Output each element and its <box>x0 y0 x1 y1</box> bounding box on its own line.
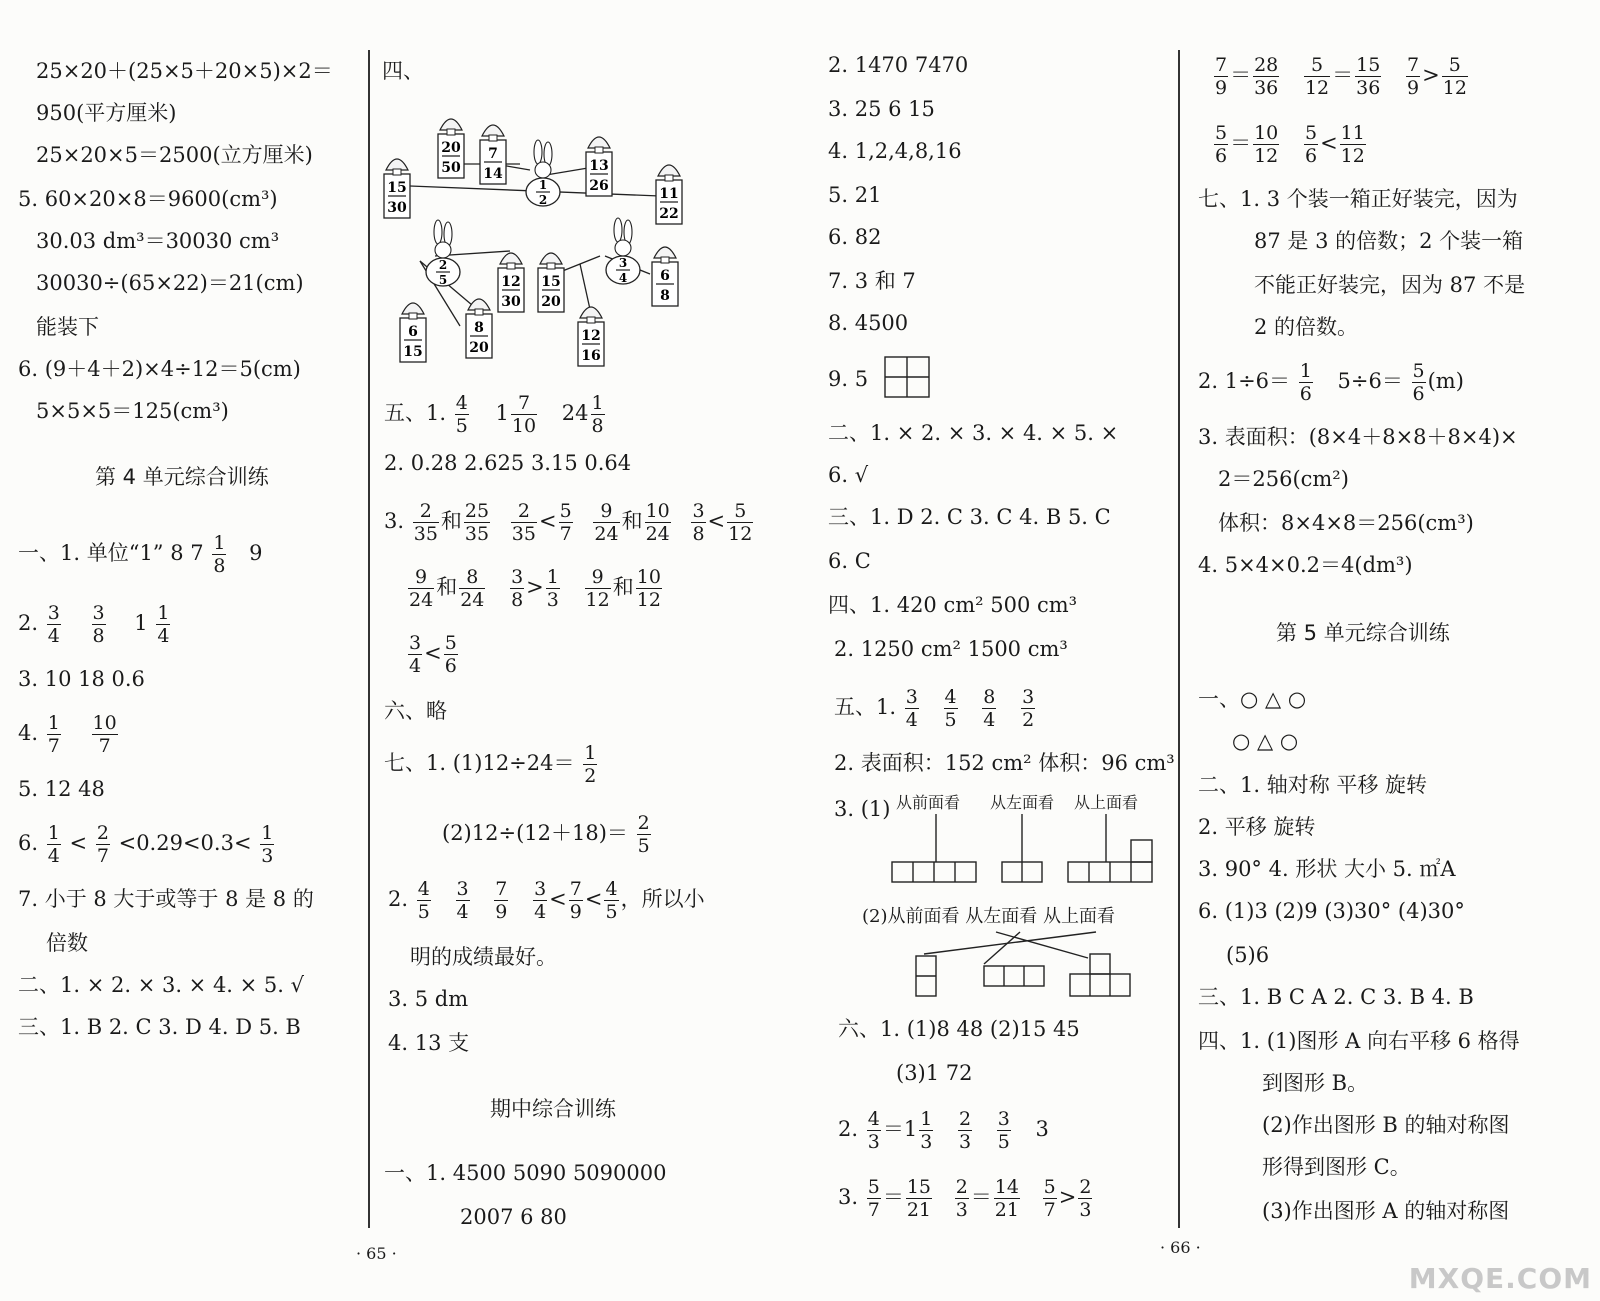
column-divider-right <box>1178 50 1180 1228</box>
text: 9. 5 <box>828 367 869 391</box>
fraction: $\frac{2}{35}$ <box>413 500 438 545</box>
text: 5÷6＝ <box>1337 369 1403 393</box>
text-line: 四、1. (1)图形 A 向右平移 6 格得 <box>1198 1029 1520 1053</box>
text-line: 5. 21 <box>828 183 882 207</box>
fraction: $\frac{5}{12}$ <box>1442 54 1467 99</box>
text-line: 5×5×5＝125(cm³) <box>36 399 229 423</box>
fraction: $\frac{2}{3}$ <box>1079 1176 1092 1221</box>
section-heading-unit5: 第 5 单元综合训练 <box>1276 621 1450 645</box>
numerator: 7 <box>488 146 498 162</box>
mushroom-icon <box>482 125 504 136</box>
fraction: $\frac{14}{21}$ <box>994 1176 1019 1221</box>
denominator: 14 <box>483 166 503 182</box>
text-line: 四、 <box>382 59 424 83</box>
denominator: 20 <box>469 340 489 356</box>
fraction: $\frac{3}{4}$ <box>905 686 918 731</box>
numerator: 20 <box>441 140 461 156</box>
text: (2)12÷(12＋18)＝ <box>442 821 628 845</box>
denominator: 22 <box>659 206 679 222</box>
fraction: $\frac{1}{6}$ <box>1299 360 1312 405</box>
text: 1 <box>495 401 509 425</box>
section-heading-unit4: 第 4 单元综合训练 <box>95 465 269 489</box>
answer-line: $\frac{7}{9}$ ＝ $\frac{28}{36}$ $\frac{5}{12}$ ＝ $\frac{15}{36}$ $\frac{7}{9}$ > $\frac{5}{12}$ <box>1215 54 1467 99</box>
mushroom-icon <box>440 119 462 130</box>
answer-line <box>834 682 1037 732</box>
fraction: $\frac{1}{2}$ <box>584 742 597 787</box>
text-line: 能装下 <box>36 315 99 339</box>
text-line: 三、1. B 2. C 3. D 4. D 5. B <box>18 1015 301 1039</box>
denominator: 30 <box>387 200 407 216</box>
denominator: 20 <box>541 294 561 310</box>
rabbit-icon <box>426 220 460 287</box>
mushroom-stem <box>595 147 603 153</box>
numerator: 15 <box>541 274 561 290</box>
fraction: $\frac{4}{3}$ <box>867 1108 880 1153</box>
text: 1 <box>134 611 148 635</box>
watermark: MXQE.COM <box>1408 1262 1592 1295</box>
text-line: 二、1. × 2. × 3. × 4. × 5. √ <box>18 973 305 997</box>
answer-line: 3. $\frac{2}{35}$ 和 $\frac{25}{35}$ $\frac{2}{35}$ < $\frac{5}{7}$ $\frac{9}{24}$ 和 $\frac{10}{24}$ $\frac{3}{8}$ < $\frac{5}{12}$ <box>384 500 753 545</box>
numerator: 13 <box>589 158 609 174</box>
text-line: 七、1. 3 个装一箱正好装完，因为 <box>1198 187 1518 211</box>
answer-line <box>384 738 599 788</box>
mushroom-icon <box>402 303 424 314</box>
view-label-left: 从左面看 <box>990 793 1055 812</box>
answer-line <box>828 364 868 394</box>
fraction: $\frac{2}{5}$ <box>637 812 650 857</box>
text-line: 2 的倍数。 <box>1254 315 1359 339</box>
mushroom-stem <box>393 169 401 175</box>
text: 五、1. <box>834 695 897 719</box>
text-line: 30030÷(65×22)＝21(cm) <box>36 271 304 295</box>
text-line: 到图形 B。 <box>1262 1071 1369 1095</box>
fraction: $\frac{10}{7}$ <box>92 712 117 757</box>
three-views-figure-2 <box>900 926 1180 1002</box>
fraction: $\frac{5}{12}$ <box>728 500 753 545</box>
text-line: (3)作出图形 A 的轴对称图 <box>1262 1199 1510 1223</box>
column-divider-left <box>368 50 370 1228</box>
text-line: (3)1 72 <box>896 1061 973 1085</box>
fraction: $\frac{4}{5}$ <box>605 878 618 923</box>
denominator: 5 <box>438 273 448 287</box>
numerator: 1 <box>538 178 548 192</box>
text-line: 3. 表面积：(8×4＋8×8＋8×4)× <box>1198 425 1518 449</box>
text: 24 <box>561 401 589 425</box>
text-line: 2＝256(cm²) <box>1218 467 1349 491</box>
mushroom-icon <box>658 165 680 176</box>
fraction-matching-diagram <box>380 96 700 368</box>
answer-line: $\frac{9}{24}$ 和 $\frac{8}{24}$ $\frac{3}{8}$ > $\frac{1}{3}$ $\frac{9}{12}$ 和 $\frac{10}{12}$ <box>409 566 661 611</box>
answer-line <box>384 388 607 438</box>
denominator: 16 <box>581 348 601 364</box>
answer-line <box>18 818 276 868</box>
text: <0.29<0.3< <box>118 831 252 855</box>
fraction: $\frac{15}{36}$ <box>1356 54 1381 99</box>
text-line: 一、1. 4500 5090 5090000 <box>384 1161 667 1185</box>
text-line: 三、1. B C A 2. C 3. B 4. B <box>1198 985 1474 1009</box>
fraction: $\frac{3}{2}$ <box>1022 686 1035 731</box>
numerator: 12 <box>581 328 601 344</box>
fraction: $\frac{2}{3}$ <box>958 1108 972 1153</box>
fraction-card <box>498 268 524 312</box>
text-line: 6. (1)3 (2)9 (3)30° (4)30° <box>1198 899 1465 923</box>
numerator: 12 <box>501 274 521 290</box>
text: 2. <box>388 887 409 911</box>
fraction-card <box>538 268 564 312</box>
text-line: 三、1. D 2. C 3. C 4. B 5. C <box>828 505 1111 529</box>
fraction: $\frac{1}{4}$ <box>47 822 60 867</box>
fraction: $\frac{10}{12}$ <box>636 566 661 611</box>
text: 3. <box>384 509 405 533</box>
fraction-card <box>480 140 506 184</box>
mushroom-stem <box>489 135 497 141</box>
text-line: (2)作出图形 B 的轴对称图 <box>1262 1113 1510 1137</box>
fraction: $\frac{3}{8}$ <box>692 500 705 545</box>
fraction: $\frac{8}{4}$ <box>983 686 996 731</box>
text-line: 二、1. × 2. × 3. × 4. × 5. × <box>828 421 1119 445</box>
answer-line: 2. $\frac{4}{3}$ ＝1 $\frac{1}{3}$ $\frac{2}{3}$ $\frac{3}{5}$ 3 <box>838 1108 1049 1153</box>
numerator: 6 <box>408 324 418 340</box>
fraction: $\frac{10}{12}$ <box>1254 122 1279 167</box>
fraction: $\frac{8}{24}$ <box>460 566 485 611</box>
fraction: $\frac{2}{35}$ <box>511 500 536 545</box>
fraction: $\frac{5}{7}$ <box>1043 1176 1056 1221</box>
text: 七、1. (1)12÷24＝ <box>384 751 575 775</box>
fraction-card <box>438 134 464 178</box>
mushroom-icon <box>654 247 676 258</box>
text: 2. 1÷6＝ <box>1198 369 1291 393</box>
fraction: $\frac{15}{21}$ <box>906 1176 932 1221</box>
fraction: $\frac{1}{3}$ <box>920 1108 933 1153</box>
fraction: $\frac{5}{12}$ <box>1304 54 1330 99</box>
denominator: 30 <box>501 294 521 310</box>
section-heading-midterm: 期中综合训练 <box>490 1097 616 1121</box>
denominator: 50 <box>441 160 461 176</box>
fraction: $\frac{9}{24}$ <box>594 500 619 545</box>
answer-line <box>18 598 172 648</box>
numerator: 8 <box>474 320 484 336</box>
fraction: $\frac{7}{9}$ <box>569 878 582 923</box>
mushroom-stem <box>507 263 515 269</box>
mushroom-icon <box>540 253 562 264</box>
numerator: 11 <box>659 186 679 202</box>
answer-line <box>18 708 120 758</box>
fraction: $\frac{3}{4}$ <box>47 602 60 647</box>
text-line: 明的成绩最好。 <box>410 945 557 969</box>
text-line: 4. 5×4×0.2＝4(dm³) <box>1198 553 1413 577</box>
fraction: $\frac{2}{7}$ <box>96 822 109 867</box>
view-label-top: 从上面看 <box>1074 793 1139 812</box>
view-label-front: 从前面看 <box>896 793 961 812</box>
fraction: $\frac{10}{24}$ <box>645 500 670 545</box>
fraction: $\frac{1}{8}$ <box>213 532 226 577</box>
mushroom-stem <box>547 263 555 269</box>
fraction-card <box>578 322 604 366</box>
text-line: 3. (1) <box>834 797 891 821</box>
fraction-card <box>586 152 612 196</box>
text: 6. <box>18 831 39 855</box>
denominator: 4 <box>618 271 628 285</box>
mushroom-icon <box>386 159 408 170</box>
text-line: 形得到图形 C。 <box>1262 1155 1411 1179</box>
text-line: 2. 1470 7470 <box>828 53 969 77</box>
fraction: $\frac{7}{9}$ <box>1215 54 1228 99</box>
answer-line <box>442 808 653 858</box>
fraction: $\frac{5}{6}$ <box>1412 360 1425 405</box>
answer-line: $\frac{3}{4}$ < $\frac{5}{6}$ <box>409 632 457 677</box>
fraction: $\frac{1}{3}$ <box>261 822 274 867</box>
numerator: 2 <box>438 258 448 272</box>
mushroom-icon <box>588 137 610 148</box>
text-line: 6. (9＋4＋2)×4÷12＝5(cm) <box>18 357 301 381</box>
mushroom-stem <box>661 257 669 263</box>
fraction: $\frac{7}{9}$ <box>495 878 508 923</box>
numerator: 3 <box>618 256 628 270</box>
text-line: 3. 90° 4. 形状 大小 5. ㎡A <box>1198 857 1456 881</box>
text-line: 六、略 <box>384 699 447 723</box>
text-line: 7. 3 和 7 <box>828 269 916 293</box>
fraction-card <box>466 314 492 358</box>
text: 9 <box>249 541 263 565</box>
rabbit-head <box>535 162 551 178</box>
text-line: (2)从前面看 从左面看 从上面看 <box>862 906 1115 927</box>
rabbit-ear <box>534 140 542 164</box>
fraction: $\frac{9}{24}$ <box>409 566 434 611</box>
fraction: $\frac{2}{3}$ <box>955 1176 968 1221</box>
denominator: 26 <box>589 178 609 194</box>
mushroom-icon <box>500 253 522 264</box>
text-line: 25×20×5＝2500(立方厘米) <box>36 143 313 167</box>
text-line: 7. 小于 8 大于或等于 8 是 8 的 <box>18 887 314 911</box>
fraction: $\frac{1}{3}$ <box>546 566 559 611</box>
numerator: 15 <box>387 180 407 196</box>
text-line: 87 是 3 的倍数；2 个装一箱 <box>1254 229 1524 253</box>
fraction: $\frac{5}{7}$ <box>559 500 572 545</box>
mushroom-icon <box>468 299 490 310</box>
fraction: $\frac{7}{10}$ <box>511 392 537 437</box>
fraction: $\frac{5}{6}$ <box>444 632 457 677</box>
four-square-figure <box>884 356 932 400</box>
mushroom-stem <box>475 309 483 315</box>
text-line: 四、1. 420 cm² 500 cm³ <box>828 593 1078 617</box>
fraction: $\frac{7}{9}$ <box>1407 54 1420 99</box>
fraction: $\frac{3}{4}$ <box>456 878 469 923</box>
text-line: 不能正好装完，因为 87 不是 <box>1254 273 1526 297</box>
answer-line: 3. $\frac{5}{7}$ ＝ $\frac{15}{21}$ $\frac{2}{3}$ ＝ $\frac{14}{21}$ $\frac{5}{7}$ > $\frac{2}{3}$ <box>838 1176 1092 1221</box>
text: < <box>69 831 88 855</box>
text-line: 2. 平移 旋转 <box>1198 815 1316 839</box>
mushroom-stem <box>409 313 417 319</box>
fraction: $\frac{4}{5}$ <box>455 392 468 437</box>
fraction: $\frac{4}{5}$ <box>417 878 430 923</box>
fraction: $\frac{5}{6}$ <box>1304 122 1318 167</box>
denominator: 2 <box>538 193 548 207</box>
text-line: 8. 4500 <box>828 311 909 335</box>
text: 一、1. 单位“1” 8 7 <box>18 541 204 565</box>
text-line: 4. 1,2,4,8,16 <box>828 139 962 163</box>
mushroom-stem <box>447 129 455 135</box>
text: 2. <box>18 611 39 635</box>
mushroom-stem <box>665 175 673 181</box>
rabbit-ear <box>614 218 622 242</box>
fraction: $\frac{1}{4}$ <box>157 602 170 647</box>
fraction: $\frac{3}{5}$ <box>997 1108 1010 1153</box>
text-line: 3. 25 6 15 <box>828 97 935 121</box>
text-line: 4. 13 支 <box>388 1031 470 1055</box>
fraction: $\frac{4}{5}$ <box>944 686 957 731</box>
fraction: $\frac{11}{12}$ <box>1340 122 1365 167</box>
text-line: 六、1. (1)8 48 (2)15 45 <box>838 1017 1080 1041</box>
text-line: 2. 表面积：152 cm² 体积：96 cm³ <box>834 751 1175 775</box>
fraction-card <box>656 180 682 224</box>
rabbit-ear <box>434 220 442 244</box>
fraction: $\frac{28}{36}$ <box>1254 54 1279 99</box>
text-line: 二、1. 轴对称 平移 旋转 <box>1198 773 1428 797</box>
three-views-figure-1 <box>880 812 1170 888</box>
fraction-card <box>384 174 410 218</box>
text-line: 6. 82 <box>828 225 882 249</box>
fraction: $\frac{5}{7}$ <box>867 1176 880 1221</box>
text-line: 一、○ △ ○ <box>1198 687 1307 711</box>
text: 4. <box>18 721 39 745</box>
answer-line: 2. 1÷6＝ $\frac{1}{6}$ 5÷6＝ $\frac{5}{6}$ (m) <box>1198 360 1464 405</box>
mushroom-icon <box>580 307 602 318</box>
fraction: $\frac{3}{8}$ <box>511 566 524 611</box>
page-number-65: · 65 · <box>356 1244 397 1263</box>
fraction: $\frac{9}{12}$ <box>585 566 610 611</box>
fraction-card <box>400 318 426 362</box>
text-line: 3. 5 dm <box>388 987 469 1011</box>
text-line: (5)6 <box>1226 943 1270 967</box>
rabbit-icon <box>606 218 640 285</box>
text-line: ○ △ ○ <box>1232 729 1299 753</box>
text-line: 3. 10 18 0.6 <box>18 667 145 691</box>
text: 3. <box>838 1185 859 1209</box>
rabbit-head <box>615 240 631 256</box>
rabbit-head <box>435 242 451 258</box>
text: 2. <box>838 1117 859 1141</box>
answer-line <box>18 528 262 578</box>
text-line: 2. 1250 cm² 1500 cm³ <box>834 637 1068 661</box>
fraction: $\frac{5}{6}$ <box>1215 122 1228 167</box>
text-line: 体积：8×4×8＝256(cm³) <box>1218 511 1474 535</box>
fraction: $\frac{25}{35}$ <box>464 500 490 545</box>
fraction: $\frac{1}{8}$ <box>591 392 604 437</box>
denominator: 8 <box>660 288 670 304</box>
text-line: 30.03 dm³＝30030 cm³ <box>36 229 280 253</box>
answer-line: 2. $\frac{4}{5}$ $\frac{3}{4}$ $\frac{7}{9}$ $\frac{3}{4}$ < $\frac{7}{9}$ < $\frac{4}{5}$ ，所以小 <box>388 878 705 923</box>
fraction: $\frac{3}{8}$ <box>92 602 105 647</box>
text-line: 25×20＋(25×5＋20×5)×2＝ <box>36 59 333 83</box>
text-line: 950(平方厘米) <box>36 101 177 125</box>
denominator: 15 <box>403 344 423 360</box>
text-line: 6. √ <box>828 463 869 487</box>
text-line: 2. 0.28 2.625 3.15 0.64 <box>384 451 632 475</box>
page-number-66: · 66 · <box>1160 1238 1201 1257</box>
fraction-card <box>652 262 678 306</box>
numerator: 6 <box>660 268 670 284</box>
fraction: $\frac{1}{7}$ <box>47 712 60 757</box>
text-line: 6. C <box>828 549 871 573</box>
text-line: 2007 6 80 <box>460 1205 567 1229</box>
fraction: $\frac{3}{4}$ <box>409 632 422 677</box>
text-line: 倍数 <box>46 931 88 955</box>
answer-line: $\frac{5}{6}$ ＝ $\frac{10}{12}$ $\frac{5}{6}$ < $\frac{11}{12}$ <box>1215 122 1365 167</box>
fraction: $\frac{3}{4}$ <box>534 878 547 923</box>
mushroom-stem <box>587 317 595 323</box>
text-line: 5. 60×20×8＝9600(cm³) <box>18 187 278 211</box>
text: 五、1. <box>384 401 447 425</box>
text-line: 5. 12 48 <box>18 777 105 801</box>
